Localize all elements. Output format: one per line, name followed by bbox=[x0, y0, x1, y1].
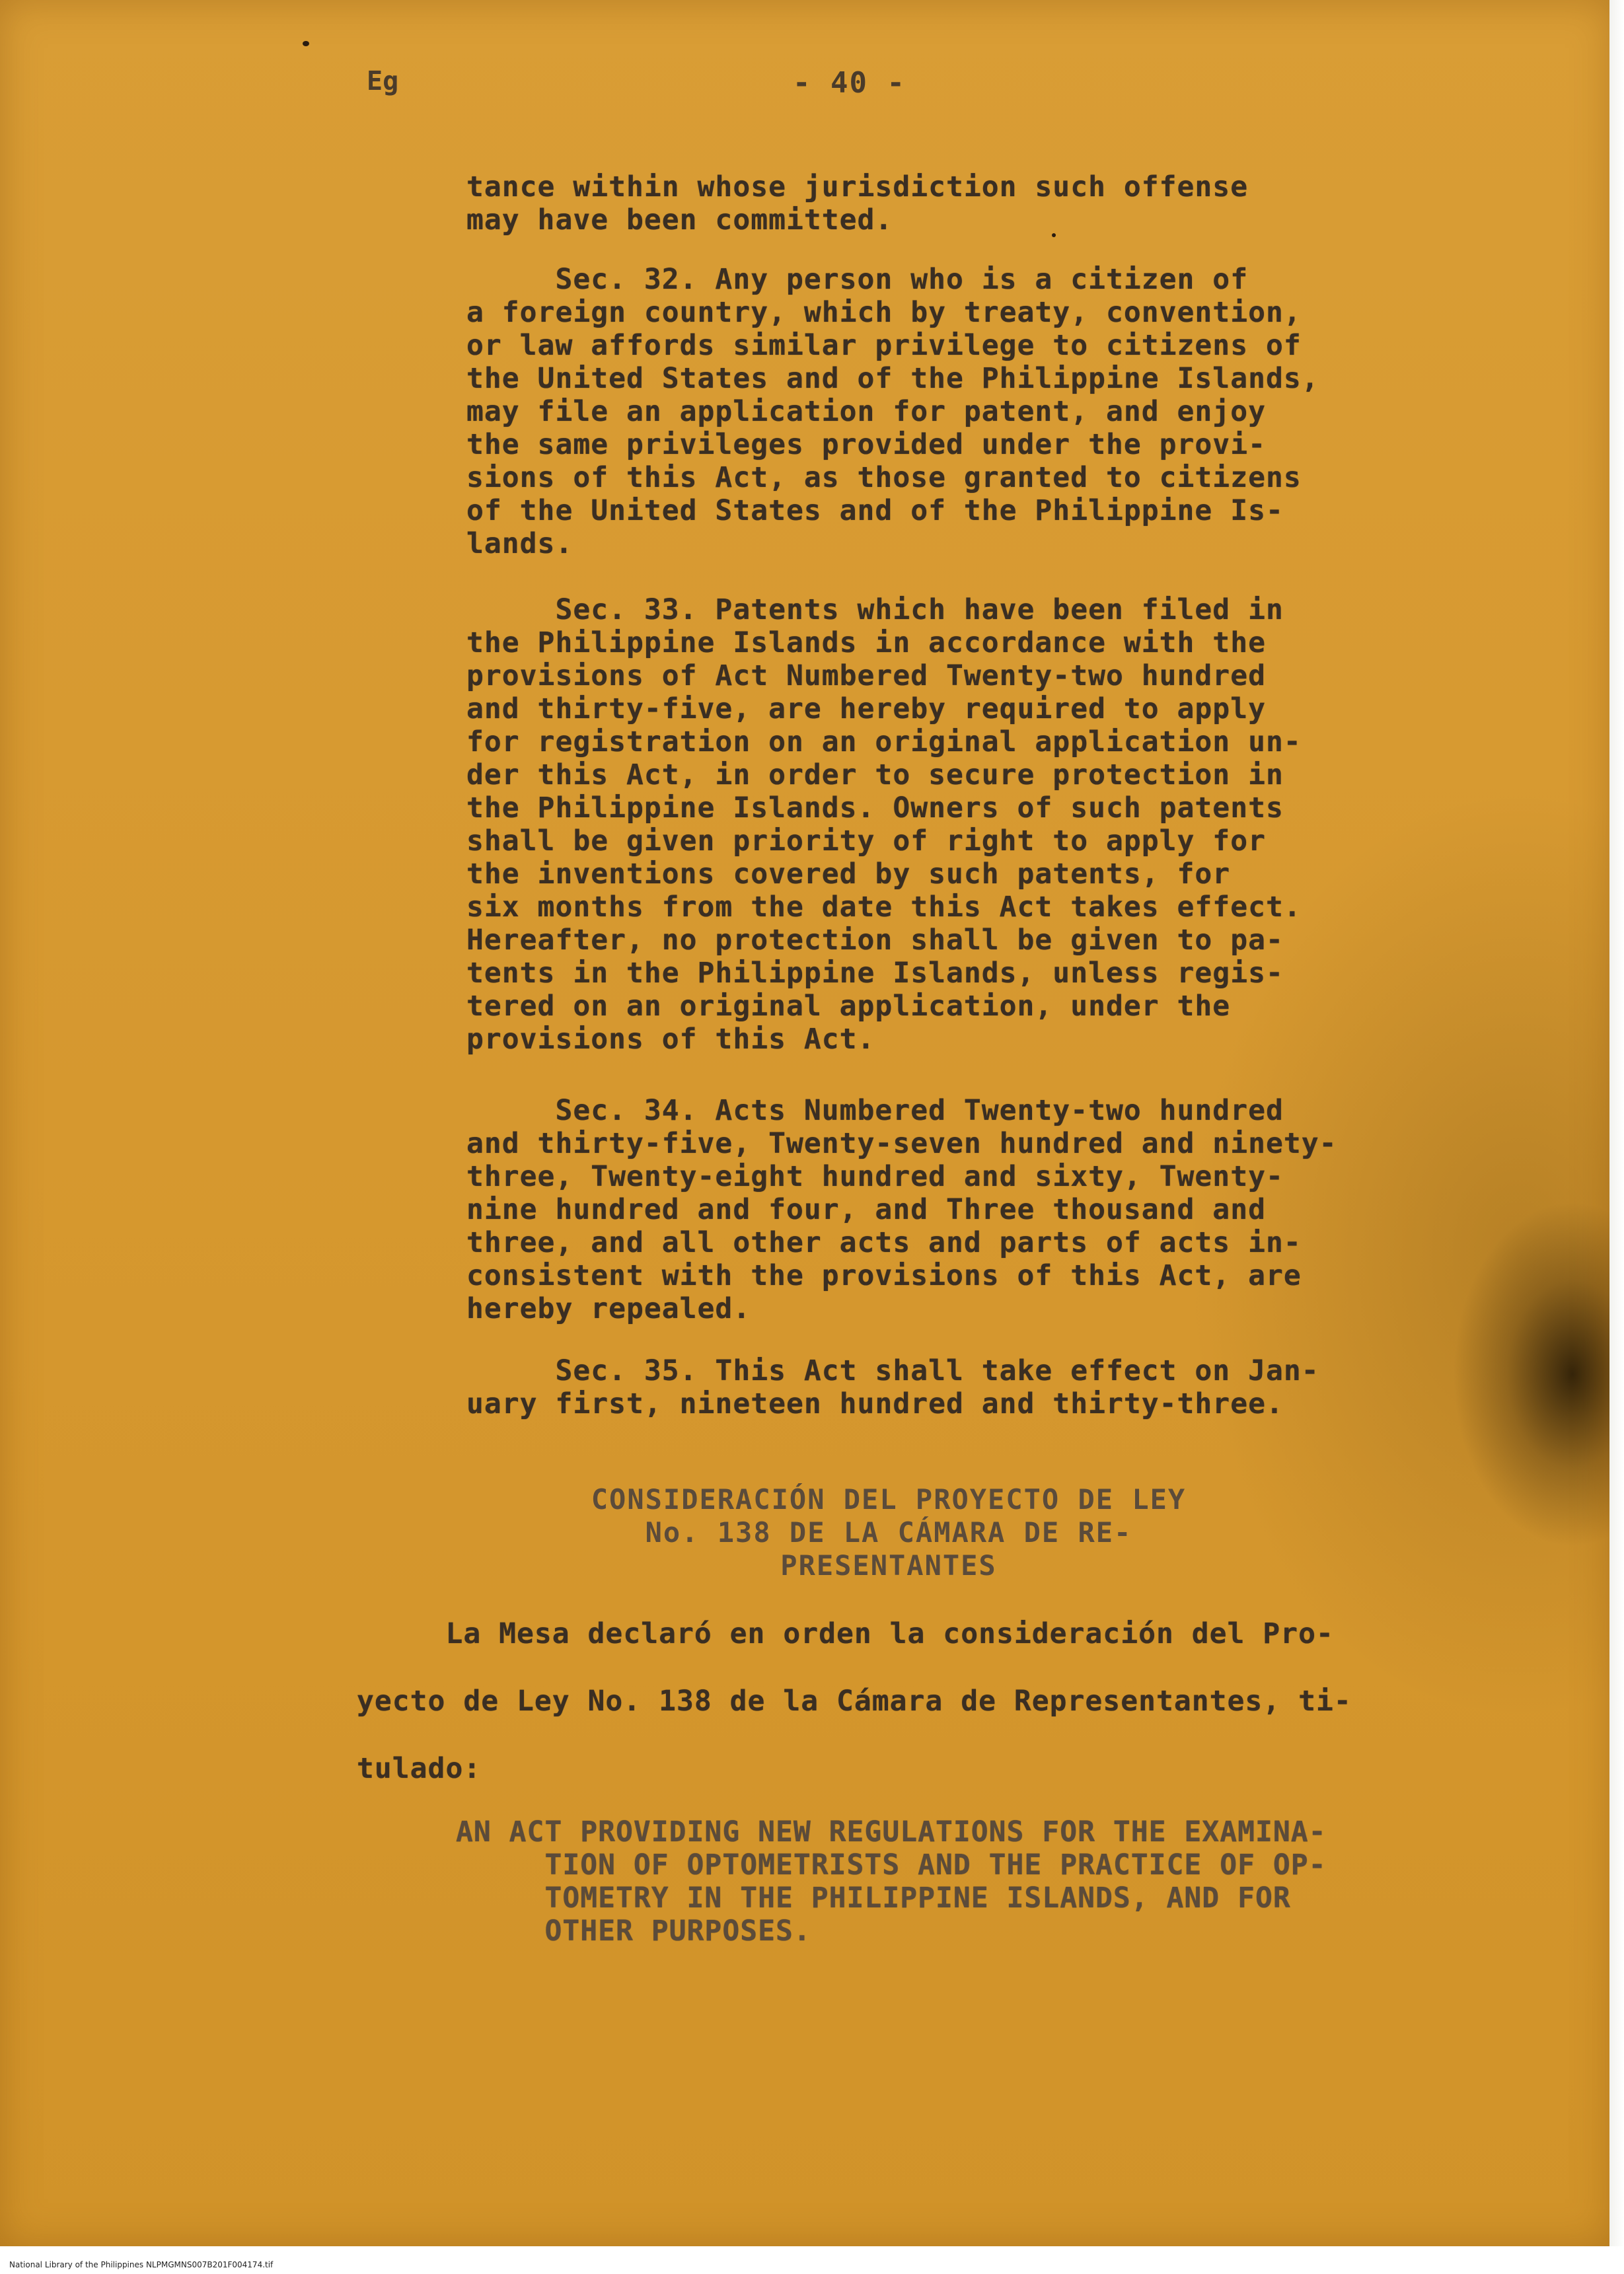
text-line: Sec. 32. Any person who is a citizen of bbox=[466, 263, 1249, 296]
ink-speck bbox=[303, 41, 309, 46]
act-title-line: OTHER PURPOSES. bbox=[456, 1915, 811, 1948]
text-line: tered on an original application, under the bbox=[466, 990, 1231, 1023]
ink-speck bbox=[1052, 233, 1056, 237]
text-line: and thirty-five, Twenty-seven hundred and ninety- bbox=[466, 1127, 1337, 1160]
text-line: Sec. 34. Acts Numbered Twenty-two hundred bbox=[466, 1094, 1284, 1127]
text-line: lands. bbox=[466, 527, 573, 560]
text-line: the United States and of the Philippine Islands, bbox=[466, 362, 1319, 395]
body-line: yecto de Ley No. 138 de la Cámara de Representantes, ti- bbox=[357, 1685, 1352, 1718]
text-line: provisions of this Act. bbox=[466, 1023, 875, 1056]
text-line: shall be given priority of right to apply for bbox=[466, 825, 1266, 858]
text-line: nine hundred and four, and Three thousand and bbox=[466, 1193, 1266, 1226]
text-line: consistent with the provisions of this Act, are bbox=[466, 1259, 1302, 1292]
text-line: six months from the date this Act takes effect. bbox=[466, 891, 1302, 924]
scan-caption: National Library of the Philippines NLPMGMNS007B201F004174.tif bbox=[9, 2260, 274, 2269]
act-title-line: TION OF OPTOMETRISTS AND THE PRACTICE OF OP- bbox=[456, 1849, 1327, 1882]
text-line: tance within whose jurisdiction such offense bbox=[466, 170, 1249, 203]
text-line: the Philippine Islands. Owners of such patents bbox=[466, 791, 1284, 825]
text-line: provisions of Act Numbered Twenty-two hundred bbox=[466, 659, 1266, 692]
text-line: hereby repealed. bbox=[466, 1292, 751, 1325]
text-line: Sec. 33. Patents which have been filed in bbox=[466, 593, 1284, 626]
text-line: three, Twenty-eight hundred and sixty, Twenty- bbox=[466, 1160, 1284, 1193]
text-line: of the United States and of the Philippine Is- bbox=[466, 494, 1284, 527]
section-heading-line: CONSIDERACIÓN DEL PROYECTO DE LEY bbox=[591, 1483, 1187, 1516]
section-heading-line: No. 138 DE LA CÁMARA DE RE- bbox=[645, 1516, 1132, 1549]
text-line: and thirty-five, are hereby required to apply bbox=[466, 692, 1266, 725]
text-line: the Philippine Islands in accordance with the bbox=[466, 626, 1266, 659]
text-line: a foreign country, which by treaty, convention, bbox=[466, 296, 1302, 329]
body-line: tulado: bbox=[357, 1752, 482, 1785]
act-title-line: AN ACT PROVIDING NEW REGULATIONS FOR THE EXAMINA- bbox=[456, 1816, 1327, 1849]
text-line: may have been committed. bbox=[466, 203, 893, 237]
text-line: may file an application for patent, and enjoy bbox=[466, 395, 1266, 428]
text-line: Hereafter, no protection shall be given to pa- bbox=[466, 924, 1284, 957]
text-line: Sec. 35. This Act shall take effect on Jan- bbox=[466, 1354, 1319, 1387]
section-heading-line: PRESENTANTES bbox=[780, 1549, 997, 1582]
text-line: der this Act, in order to secure protection in bbox=[466, 758, 1284, 791]
typist-initials: Eg bbox=[367, 66, 399, 96]
page-number: - 40 - bbox=[793, 66, 906, 100]
text-line: for registration on an original application un- bbox=[466, 725, 1302, 758]
text-line: the same privileges provided under the provi- bbox=[466, 428, 1266, 461]
text-line: or law affords similar privilege to citizens of bbox=[466, 329, 1302, 362]
text-line: sions of this Act, as those granted to citizens bbox=[466, 461, 1302, 494]
text-line: uary first, nineteen hundred and thirty-three. bbox=[466, 1387, 1284, 1420]
text-line: tents in the Philippine Islands, unless regis- bbox=[466, 957, 1284, 990]
scan-edge bbox=[1609, 0, 1624, 2274]
body-line: La Mesa declaró en orden la consideración del Pro- bbox=[357, 1617, 1334, 1650]
act-title-line: TOMETRY IN THE PHILIPPINE ISLANDS, AND FOR bbox=[456, 1882, 1291, 1915]
text-line: three, and all other acts and parts of acts in- bbox=[466, 1226, 1302, 1259]
text-line: the inventions covered by such patents, for bbox=[466, 858, 1231, 891]
